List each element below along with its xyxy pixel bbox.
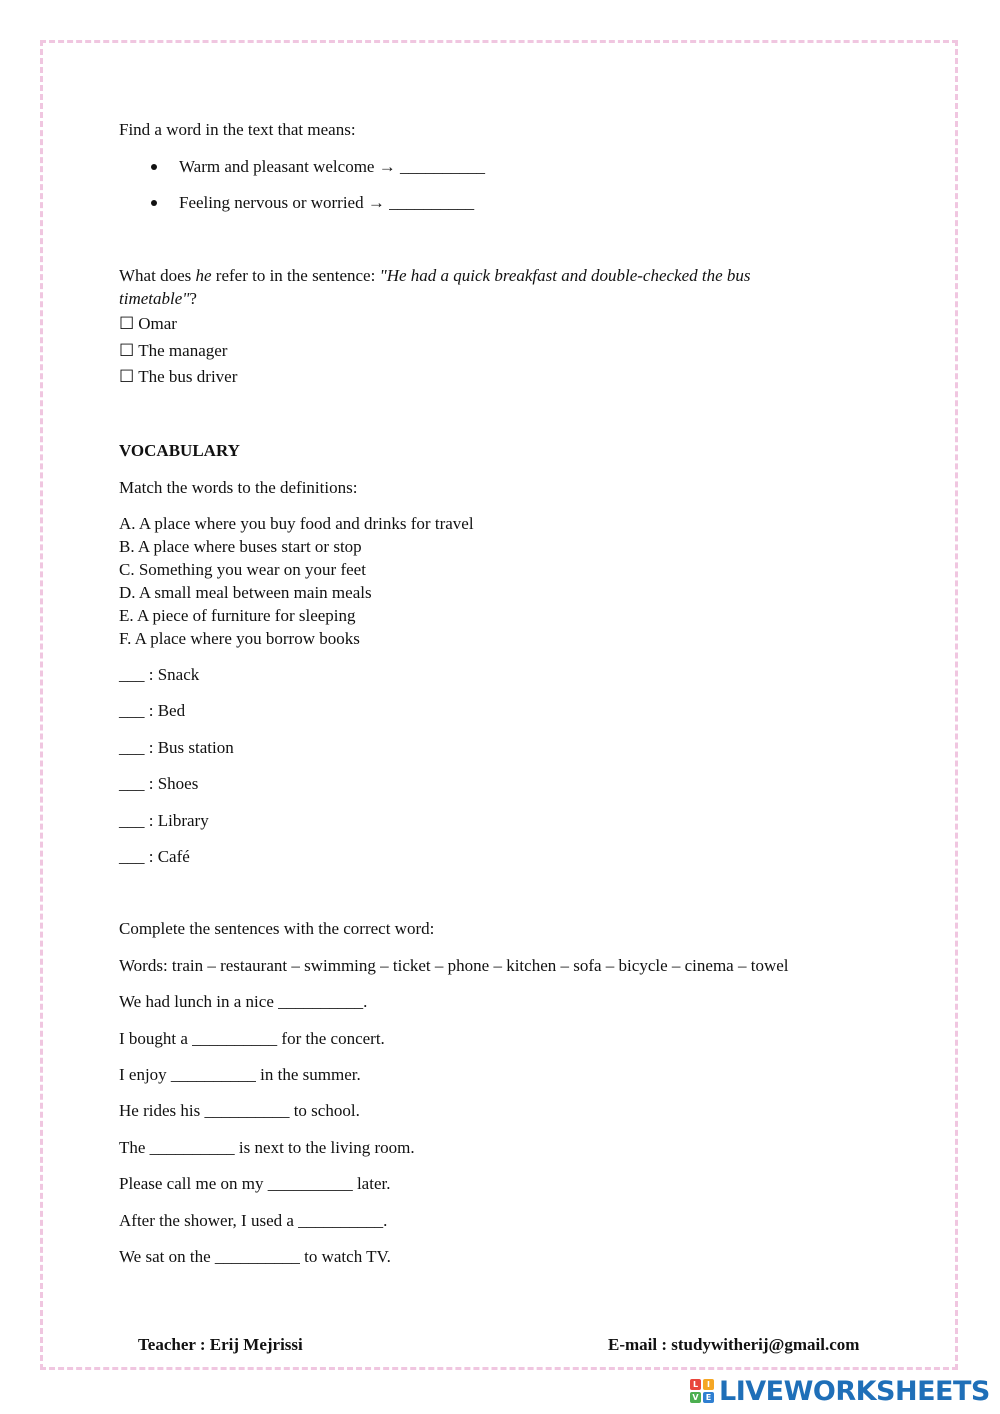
logo-tiles-icon	[690, 1379, 714, 1403]
match-word-bed[interactable]: ___ : Bed	[119, 701, 186, 720]
find-word-item-1: Warm and pleasant welcome → __________	[179, 157, 485, 176]
logo-tile-e: E	[703, 1392, 714, 1403]
definition-e: E. A piece of furniture for sleeping	[119, 606, 356, 625]
match-word-cafe[interactable]: ___ : Café	[119, 847, 190, 866]
liveworksheets-logo[interactable]	[690, 1376, 990, 1406]
find-word-item-2: Feeling nervous or worried → __________	[179, 193, 475, 212]
checkbox-icon[interactable]: ☐	[119, 314, 135, 333]
sentence-5[interactable]: The __________ is next to the living room.	[119, 1138, 415, 1157]
sentence-4[interactable]: He rides his __________ to school.	[119, 1101, 360, 1120]
checkbox-icon[interactable]: ☐	[119, 341, 135, 360]
match-word-library[interactable]: ___ : Library	[119, 811, 209, 830]
definition-a: A. A place where you buy food and drinks for travel	[119, 514, 474, 533]
sentence-6[interactable]: Please call me on my __________ later.	[119, 1174, 391, 1193]
word-bank: Words: train – restaurant – swimming – ticket – phone – kitchen – sofa – bicycle – cinema – towel	[119, 956, 789, 975]
sentence-7[interactable]: After the shower, I used a __________.	[119, 1211, 388, 1230]
definition-b: B. A place where buses start or stop	[119, 537, 362, 556]
definition-d: D. A small meal between main meals	[119, 583, 372, 602]
logo-tile-v: V	[690, 1392, 701, 1403]
vocabulary-heading: VOCABULARY	[119, 441, 240, 460]
reference-question-line-1: What does he refer to in the sentence: "He had a quick breakfast and double-checked the bus	[119, 266, 751, 285]
match-word-shoes[interactable]: ___ : Shoes	[119, 774, 199, 793]
footer-teacher: Teacher : Erij Mejrissi	[138, 1335, 303, 1354]
bullet-icon	[151, 200, 157, 206]
checkbox-icon[interactable]: ☐	[119, 367, 135, 386]
sentence-8[interactable]: We sat on the __________ to watch TV.	[119, 1247, 391, 1266]
match-word-bus-station[interactable]: ___ : Bus station	[119, 738, 234, 757]
sentence-2[interactable]: I bought a __________ for the concert.	[119, 1029, 385, 1048]
sentence-1[interactable]: We had lunch in a nice __________.	[119, 992, 368, 1011]
definition-c: C. Something you wear on your feet	[119, 560, 366, 579]
find-word-prompt: Find a word in the text that means:	[119, 120, 356, 139]
option-bus-driver[interactable]: ☐ The bus driver	[119, 367, 238, 386]
logo-tile-i: I	[703, 1379, 714, 1390]
option-omar[interactable]: ☐ Omar	[119, 314, 177, 333]
match-word-snack[interactable]: ___ : Snack	[119, 665, 200, 684]
sentence-3[interactable]: I enjoy __________ in the summer.	[119, 1065, 361, 1084]
complete-prompt: Complete the sentences with the correct word:	[119, 919, 435, 938]
logo-text: LIVEWORKSHEETS	[719, 1375, 990, 1407]
footer-email: E-mail : studywitherij@gmail.com	[608, 1335, 860, 1354]
bullet-icon	[151, 164, 157, 170]
logo-tile-l: L	[690, 1379, 701, 1390]
option-manager[interactable]: ☐ The manager	[119, 341, 228, 360]
match-prompt: Match the words to the definitions:	[119, 478, 358, 497]
definition-f: F. A place where you borrow books	[119, 629, 360, 648]
reference-question-line-2: timetable"?	[119, 289, 197, 308]
